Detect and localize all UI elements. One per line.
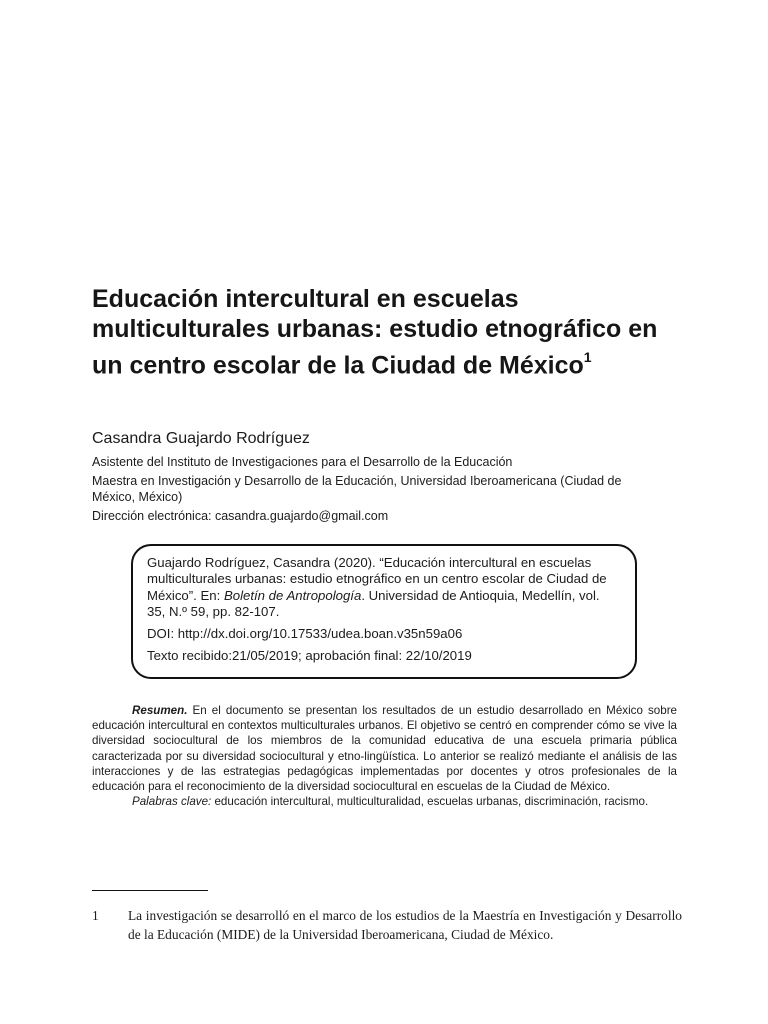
abstract-section xyxy=(92,703,677,809)
abstract-text: En el documento se presentan los resultados de un estudio desarrollado en México sobre educación intercultural en contextos multiculturales urbanos. El objetivo se centró en comprender cómo se vive la diversidad sociocultural de los miembros de la comunidad educativa de una escuela primaria pública caracterizada por su diversidad sociocultural y etno-lingüística. Lo anterior se realizó mediante el análisis de las interacciones y de las estrategias pedagógicas implementadas por docentes y otros profesionales de la educación para el reconocimiento de la diversidad sociocultural en escuelas de la Ciudad de México. xyxy=(92,704,677,794)
keywords-text: educación intercultural, multiculturalidad, escuelas urbanas, discriminación, racismo. xyxy=(211,795,649,809)
article-title xyxy=(92,284,692,380)
footnote-text: La investigación se desarrolló en el marco de los estudios de la Maestría en Investigación y Desarrollo de la Educación (MIDE) de la Universidad Iberoamericana, Ciudad de México. xyxy=(128,908,682,942)
author-affiliation-1: Asistente del Instituto de Investigaciones para el Desarrollo de la Educación xyxy=(92,455,513,469)
abstract-paragraph xyxy=(92,703,677,794)
title-footnote-marker[interactable]: 1 xyxy=(583,349,592,365)
author-affiliation-2: Maestra en Investigación y Desarrollo de la Educación, Universidad Iberoamericana (Ciudad de México, México) xyxy=(92,474,622,504)
citation-box xyxy=(131,544,637,679)
footnote-divider xyxy=(92,890,208,891)
keywords-paragraph xyxy=(92,794,677,809)
citation-text-before: Guajardo Rodríguez, Casandra (2020). “Educación intercultural en escuelas multiculturales urbanas: estudio etnográfico en un centro escolar de Ciudad de México”. En: xyxy=(147,555,607,603)
citation-reference xyxy=(147,555,621,620)
author-name: Casandra Guajardo Rodríguez xyxy=(92,430,310,447)
citation-journal: Boletín de Antropología xyxy=(223,587,362,603)
author-email: Dirección electrónica: casandra.guajardo@gmail.com xyxy=(92,509,389,523)
abstract-label: Resumen. xyxy=(132,704,188,717)
article-title-text: Educación intercultural en escuelas multiculturales urbanas: estudio etnográfico en un centro escolar de la Ciudad de México xyxy=(92,285,658,380)
citation-text-after: . Universidad de Antioquia, Medellín, vol. 35, N.º 59, pp. 82-107. xyxy=(147,587,600,619)
citation-doi[interactable]: DOI: http://dx.doi.org/10.17533/udea.boan.v35n59a06 xyxy=(147,626,463,642)
keywords-label: Palabras clave: xyxy=(132,795,212,809)
footnote xyxy=(92,906,682,944)
footnote-number: 1 xyxy=(92,908,99,923)
citation-dates: Texto recibido:21/05/2019; aprobación final: 22/10/2019 xyxy=(147,648,472,664)
